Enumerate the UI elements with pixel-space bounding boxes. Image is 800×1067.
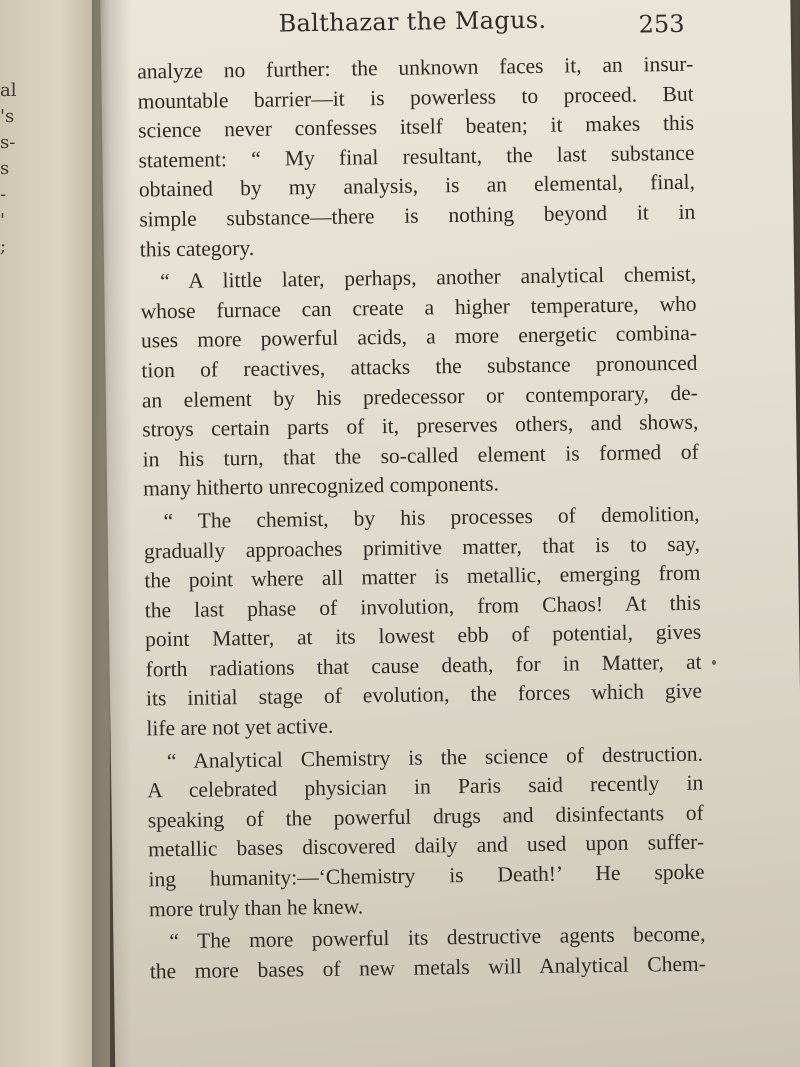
left-page-fragment: ; — [0, 236, 7, 257]
text-line: gradually approaches primitive matter, that is to say, — [143, 531, 701, 563]
text-line: speaking of the powerful drugs and disinfectants of — [147, 800, 704, 833]
paragraph — [137, 50, 696, 265]
text-line: the last phase of involution, from Chaos! At this — [144, 590, 701, 623]
paragraph — [143, 500, 702, 744]
left-page-fragment: al — [0, 80, 17, 101]
text-line: tion of reactives, attacks the substance pronounced — [141, 350, 698, 383]
paragraph — [147, 739, 705, 924]
text-line: in his turn, that the so-called element is formed of — [142, 439, 699, 472]
text-line: this category. — [139, 235, 255, 262]
text-line: mountable barrier—it is powerless to proceed. But — [137, 81, 694, 114]
paper-speck — [712, 660, 716, 665]
text-line: point Matter, at its lowest ebb of potential, gives — [145, 619, 702, 652]
text-line: “ The more powerful its destructive agents become, — [169, 921, 706, 954]
text-line: its initial stage of evolution, the forces which give — [145, 679, 703, 711]
left-page-fragment: - — [0, 184, 7, 205]
paragraph — [140, 260, 699, 504]
text-line: an element by his predecessor or contemporary, de- — [141, 380, 698, 412]
text-line: the more bases of new metals will Analytical Chem- — [149, 951, 706, 984]
left-page-fragment: 's — [0, 106, 15, 127]
text-line: statement: “ My final resultant, the last substance — [138, 140, 695, 173]
right-page — [100, 0, 800, 1067]
text-line: the point where all matter is metallic, emerging from — [144, 560, 701, 593]
text-line: obtained by my analysis, is an elemental, final, — [138, 170, 696, 202]
text-line: uses more powerful acids, a more energetic combina- — [140, 321, 698, 353]
text-line: A celebrated physician in Paris said recently in — [147, 770, 704, 803]
text-line: analyze no further: the unknown faces it, an insur- — [137, 51, 694, 84]
text-line: whose furnace can create a higher temperature, who — [140, 291, 697, 324]
page-header — [100, 0, 790, 42]
left-page-fragment: s- — [0, 132, 16, 153]
text-line: life are not yet active. — [146, 713, 334, 741]
left-page-text-fragments — [0, 78, 17, 260]
running-title: Balthazar the Magus. — [278, 5, 547, 38]
text-line: metallic bases discovered daily and used upon suffer- — [147, 830, 705, 862]
text-line: stroys certain parts of it, preserves others, and shows, — [142, 409, 699, 442]
text-line: more truly than he knew. — [148, 894, 364, 922]
text-line: “ Analytical Chemistry is the science of destruction. — [166, 741, 704, 773]
text-line: simple substance—there is nothing beyond it in — [139, 199, 696, 232]
text-line: “ The chemist, by his processes of demolition, — [163, 501, 700, 534]
text-line: science never confesses itself beaten; it makes this — [137, 110, 695, 143]
book-gutter — [92, 0, 132, 1067]
text-line: many hitherto unrecognized components. — [142, 471, 500, 501]
left-page-fragment: ' — [0, 210, 5, 231]
body-text — [137, 50, 706, 990]
text-line: ing humanity:—‘Chemistry is Death!’ He spoke — [148, 859, 705, 892]
paragraph — [149, 920, 706, 987]
page-number: 253 — [638, 9, 685, 39]
text-line: “ A little later, perhaps, another analytical chemist, — [160, 261, 697, 294]
left-page-fragment: s — [0, 158, 10, 179]
text-line: forth radiations that cause death, for in Matter, at — [145, 649, 702, 682]
